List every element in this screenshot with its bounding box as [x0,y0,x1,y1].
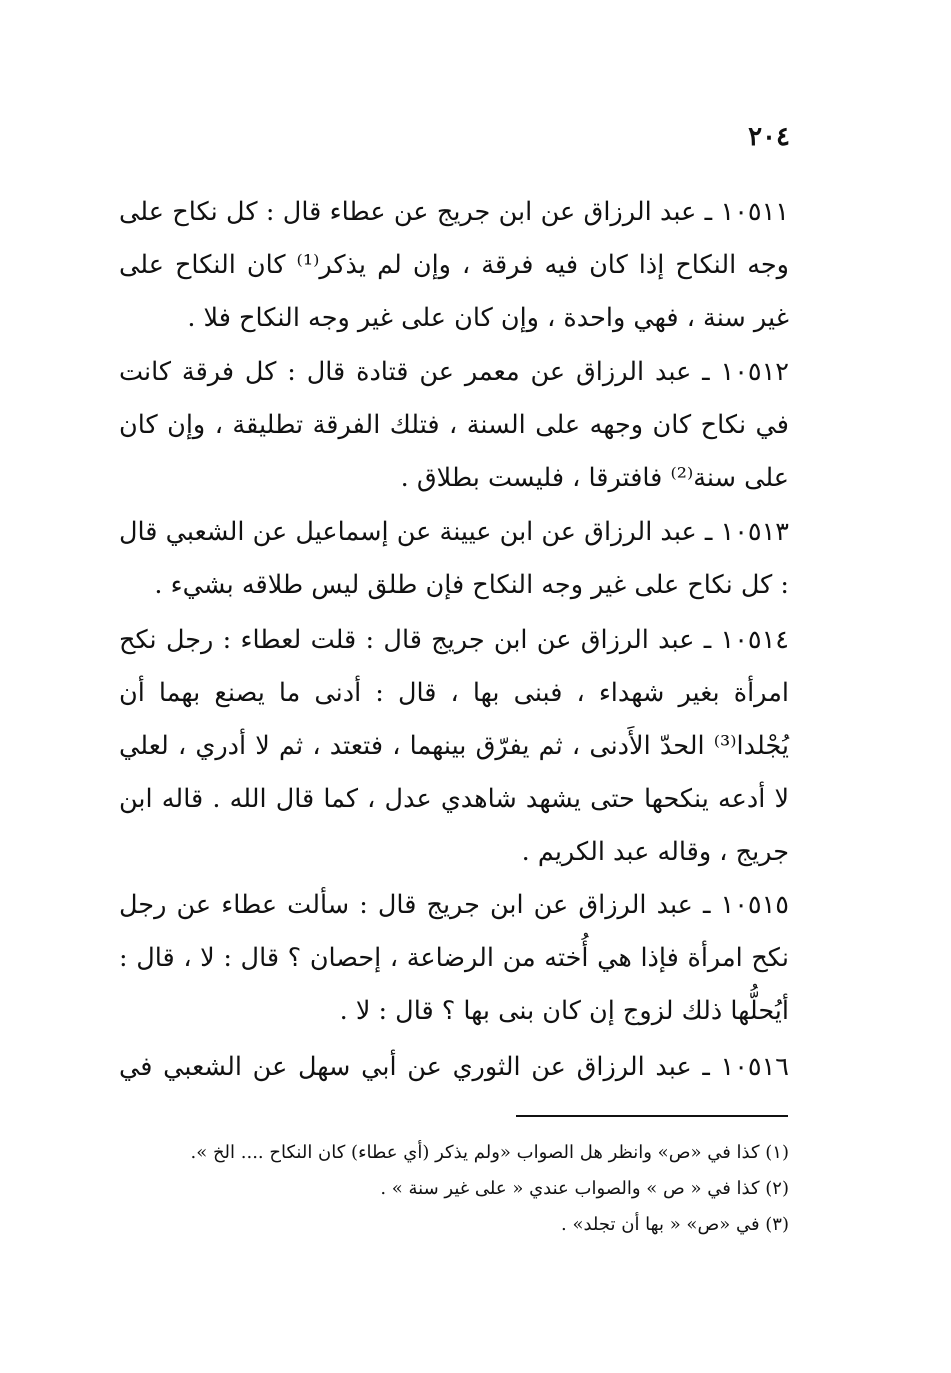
footnote-2: (٢) كذا في « ص » والصواب عندي « على غير سنة » . [380,1178,789,1199]
hadith-paragraph-10515: ١٠٥١٥ ـ عبد الرزاق عن ابن جريج قال : سألت عطاء عن رجل نكح امرأة فإذا هي أُخته من الرضاعة ، إحصان ؟ قال : لا ، قال : أيُحلُّها ذلك لزوج إن كان بنى بها ؟ قال : لا . [119,890,789,1026]
hadith-paragraph-10516: ١٠٥١٦ ـ عبد الرزاق عن الثوري عن أبي سهل عن الشعبي في [119,1052,789,1082]
footnote-1: (١) كذا في «ص» وانظر هل الصواب «ولم يذكر (أي عطاء) كان النكاح .... الخ ». [190,1142,789,1163]
footnote-divider [516,1115,788,1117]
hadith-paragraph-10514: ١٠٥١٤ ـ عبد الرزاق عن ابن جريج قال : قلت لعطاء : رجل نكح امرأة بغير شهداء ، فبنى بها ، قال : أدنى ما يصنع بهما أن يُجْلدا⁽³⁾ الحدّ الأَدنى ، ثم يفرّق بينهما ، فتعتد ، ثم لا أدري ، لعلي لا أدعه ينكحها حتى يشهد شاهدي عدل ، كما قال الله . قاله ابن جريج ، وقاله عبد الكريم . [119,625,789,867]
footnote-3: (٣) في «ص» « بها أن تجلد» . [561,1214,789,1235]
hadith-paragraph-10511: ١٠٥١١ ـ عبد الرزاق عن ابن جريج عن عطاء قال : كل نكاح على وجه النكاح إذا كان فيه فرقة ، وإن لم يذكر⁽¹⁾ كان النكاح على غير سنة ، فهي واحدة ، وإن كان على غير وجه النكاح فلا . [119,197,789,333]
footnotes [89,1135,789,1243]
page-number: ٢٠٤ [748,122,790,152]
hadith-paragraph-10513: ١٠٥١٣ ـ عبد الرزاق عن ابن عيينة عن إسماعيل عن الشعبي قال : كل نكاح على غير وجه النكاح فإن طلق ليس طلاقه بشيء . [119,517,789,600]
hadith-paragraph-10512: ١٠٥١٢ ـ عبد الرزاق عن معمر عن قتادة قال : كل فرقة كانت في نكاح كان وجهه على السنة ، فتلك الفرقة تطليقة ، وإن كان على سنة⁽²⁾ فافترقا ، فليست بطلاق . [119,357,789,493]
